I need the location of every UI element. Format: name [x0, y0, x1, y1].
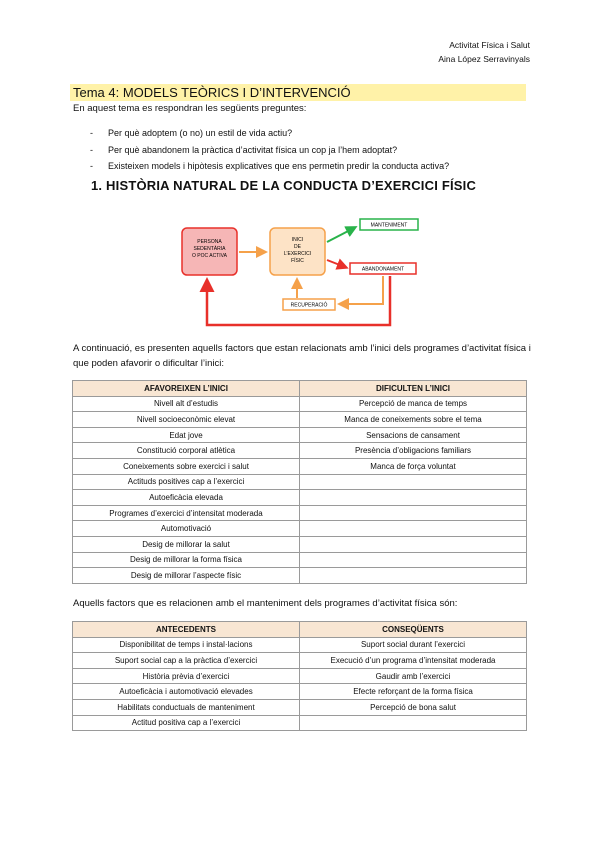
- start-factors-table: [72, 380, 527, 584]
- table-row: [73, 396, 527, 412]
- table-cell: Nivell socioeconòmic elevat: [73, 412, 300, 428]
- table-cell: Sensacions de cansament: [300, 427, 527, 443]
- table-header-row: [73, 381, 527, 397]
- diagram-label: L’EXERCICI: [283, 251, 312, 257]
- diagram-label: SEDENTÀRIA: [193, 246, 226, 252]
- table-cell: Actituds positives cap a l’exercici: [73, 474, 300, 490]
- diagram-label: PERSONA: [197, 239, 222, 245]
- table-row: [73, 443, 527, 459]
- table-cell: Nivell alt d’estudis: [73, 396, 300, 412]
- table-cell: Edat jove: [73, 427, 300, 443]
- table-cell: Percepció de bona salut: [300, 699, 527, 715]
- table-cell: Automotivació: [73, 521, 300, 537]
- table-cell: Presència d’obligacions familiars: [300, 443, 527, 459]
- table-row: [73, 715, 527, 731]
- table-cell: Constitució corporal atlètica: [73, 443, 300, 459]
- table-cell: Manca de força voluntat: [300, 458, 527, 474]
- column-header: ANTECEDENTS: [73, 622, 300, 638]
- table-row: [73, 505, 527, 521]
- table-row: [73, 536, 527, 552]
- table-cell: [300, 568, 527, 584]
- column-header: CONSEQÜENTS: [300, 622, 527, 638]
- table-cell: Coneixements sobre exercici i salut: [73, 458, 300, 474]
- behaviour-diagram: [160, 212, 430, 334]
- table-cell: Manca de coneixements sobre el tema: [300, 412, 527, 428]
- table-cell: [300, 474, 527, 490]
- table-cell: [300, 490, 527, 506]
- table-cell: Disponibilitat de temps i instal·lacions: [73, 637, 300, 653]
- topic-title: Tema 4: MODELS TEÒRICS I D’INTERVENCIÓ: [70, 84, 526, 101]
- diagram-label: DE: [294, 244, 301, 250]
- question-item: - Per què adoptem (o no) un estil de vida actiu?: [90, 125, 449, 142]
- table-row: [73, 552, 527, 568]
- intro-text: En aquest tema es respondran les següents preguntes:: [73, 103, 307, 114]
- table-cell: Execució d’un programa d’intensitat moderada: [300, 653, 527, 669]
- table-cell: Efecte reforçant de la forma física: [300, 684, 527, 700]
- table-row: [73, 490, 527, 506]
- table-cell: Gaudir amb l’exercici: [300, 668, 527, 684]
- column-header: DIFICULTEN L’INICI: [300, 381, 527, 397]
- table-cell: Percepció de manca de temps: [300, 396, 527, 412]
- column-header: AFAVOREIXEN L’INICI: [73, 381, 300, 397]
- table-row: [73, 637, 527, 653]
- table-cell: Suport social cap a la pràctica d’exercici: [73, 653, 300, 669]
- diagram-label: INICI: [291, 237, 304, 243]
- table-cell: [300, 536, 527, 552]
- table-row: [73, 653, 527, 669]
- table-cell: Autoeficàcia i automotivació elevades: [73, 684, 300, 700]
- table-row: [73, 684, 527, 700]
- section-heading: 1. HISTÒRIA NATURAL DE LA CONDUCTA D’EXERCICI FÍSIC: [91, 178, 477, 193]
- table-row: [73, 474, 527, 490]
- paragraph-maintenance-factors: Aquells factors que es relacionen amb el manteniment dels programes d’activitat física són:: [73, 598, 458, 609]
- course-name: Activitat Física i Salut: [449, 40, 530, 50]
- diagram-label: O POC ACTIVA: [192, 253, 227, 259]
- diagram-label: FÍSIC: [291, 258, 304, 264]
- table-row: [73, 412, 527, 428]
- arrow-to-recovery: [341, 276, 383, 304]
- arrow-to-abandonment: [327, 260, 345, 267]
- diagram-label: MANTENIMENT: [370, 222, 408, 229]
- table-row: [73, 458, 527, 474]
- table-cell: Suport social durant l’exercici: [300, 637, 527, 653]
- table-cell: [300, 552, 527, 568]
- question-item: - Existeixen models i hipòtesis explicatives que ens permetin predir la conducta activa?: [90, 158, 449, 175]
- questions-list: [90, 125, 449, 175]
- table-row: [73, 668, 527, 684]
- table-row: [73, 427, 527, 443]
- table-cell: Actitud positiva cap a l’exercici: [73, 715, 300, 731]
- table-cell: Habilitats conductuals de manteniment: [73, 699, 300, 715]
- maintenance-factors-table: [72, 621, 527, 731]
- table-cell: Programes d’exercici d’intensitat moderada: [73, 505, 300, 521]
- table-cell: [300, 715, 527, 731]
- table-cell: Història prèvia d’exercici: [73, 668, 300, 684]
- table-cell: Desig de millorar la salut: [73, 536, 300, 552]
- paragraph-start-factors: A continuació, es presenten aquells factors que estan relacionats amb l’inici dels programes d’activitat física i que poden afavorir o dificultar l’inici:: [73, 343, 531, 369]
- author-name: Aina López Serravinyals: [438, 54, 530, 64]
- table-row: [73, 521, 527, 537]
- page-header: [438, 38, 530, 66]
- question-item: - Per què abandonem la pràctica d’activitat física un cop ja l’hem adoptat?: [90, 142, 449, 159]
- table-row: [73, 699, 527, 715]
- table-cell: Autoeficàcia elevada: [73, 490, 300, 506]
- diagram-label: ABANDONAMENT: [361, 266, 405, 273]
- table-row: [73, 568, 527, 584]
- table-cell: [300, 505, 527, 521]
- table-cell: [300, 521, 527, 537]
- table-cell: Desig de millorar la forma física: [73, 552, 300, 568]
- table-header-row: [73, 622, 527, 638]
- diagram-label: RECUPERACIÓ: [290, 302, 328, 309]
- arrow-to-maintenance: [327, 228, 354, 242]
- table-cell: Desig de millorar l’aspecte físic: [73, 568, 300, 584]
